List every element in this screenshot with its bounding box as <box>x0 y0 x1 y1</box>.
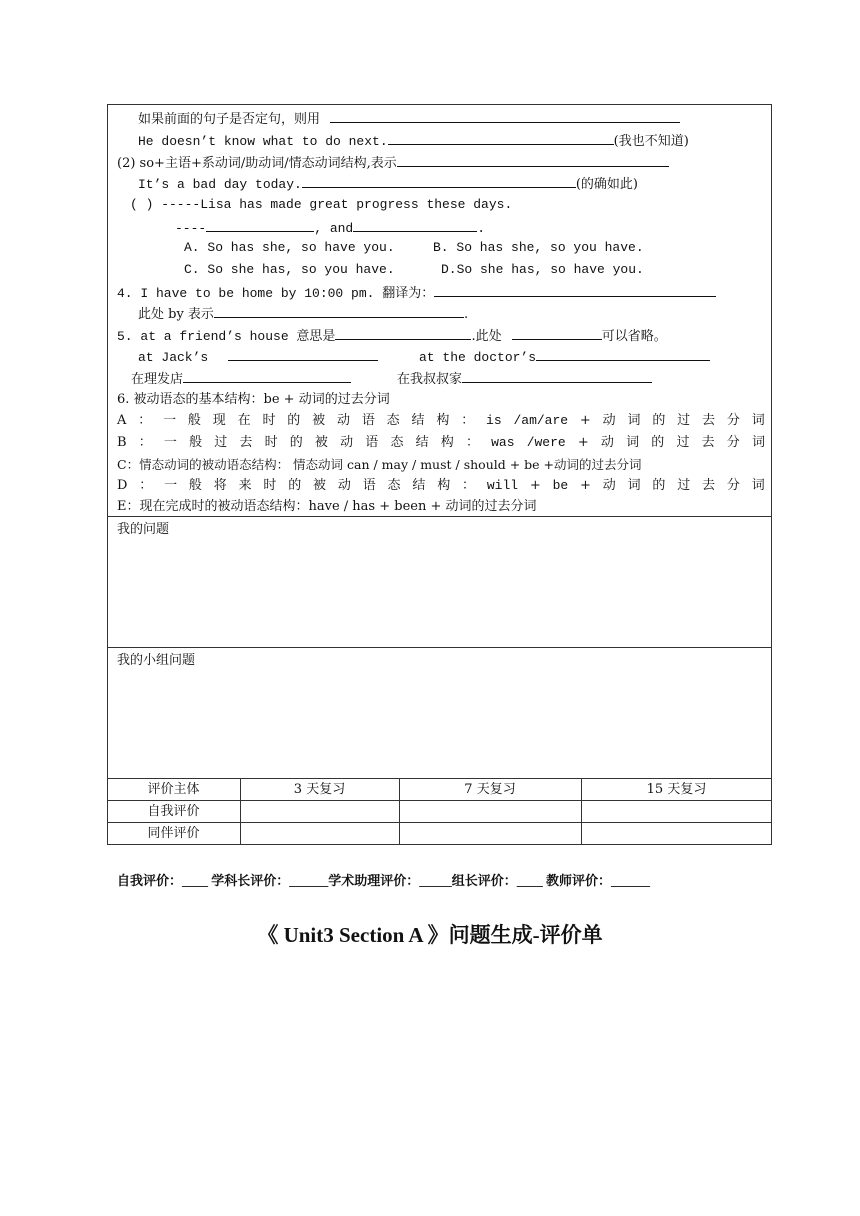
text: 去 <box>701 435 715 450</box>
blank-5[interactable] <box>206 217 314 232</box>
text: 结 <box>412 478 426 493</box>
divider-group <box>107 647 772 648</box>
table-row-peer: 同伴评价 <box>147 826 200 841</box>
text: 分 <box>726 435 740 450</box>
text: 在理发店 <box>131 372 184 387</box>
text: 我的问题 <box>117 522 170 537</box>
blank-9[interactable] <box>335 325 471 340</box>
text: 动 <box>340 435 354 450</box>
line-question <box>130 195 512 215</box>
text: 的 <box>289 435 303 450</box>
blank-8[interactable] <box>214 303 464 318</box>
text: 结 <box>411 413 425 428</box>
text: . <box>477 221 486 236</box>
text: ： <box>461 413 475 428</box>
line-jacks <box>138 346 378 368</box>
line-so-structure <box>117 152 669 174</box>
text: , and <box>314 221 354 236</box>
text: 构 <box>436 413 450 428</box>
my-questions-label <box>117 520 169 540</box>
passive-row-b <box>117 433 765 453</box>
text: 的 <box>651 435 665 450</box>
blank-14[interactable] <box>462 368 652 383</box>
text: 分 <box>726 413 740 428</box>
blank-6[interactable] <box>353 217 477 232</box>
text: 在 <box>237 413 251 428</box>
text: 时 <box>263 478 277 493</box>
text: 构 <box>440 435 454 450</box>
text: is <box>486 413 502 428</box>
text: 的 <box>288 478 302 493</box>
blank-13[interactable] <box>183 368 351 383</box>
text: 自我评价：____ 学科长评价：______学术助理评价：_____组长评价：____ 教师评价：______ <box>117 873 651 888</box>
text: 的 <box>652 413 666 428</box>
cell-peer-3day[interactable] <box>241 823 398 843</box>
text: 一 <box>164 478 178 493</box>
line-doctors <box>419 346 710 368</box>
text: 如果前面的句子是否定句，则用 <box>138 112 321 127</box>
text: 现 <box>212 413 226 428</box>
line-barber <box>131 368 351 390</box>
text: 在我叔叔家 <box>397 372 463 387</box>
text: ： <box>138 435 152 450</box>
text: D.So she has, so have you. <box>441 262 644 277</box>
option-a[interactable] <box>184 238 395 258</box>
text: at Jack’s <box>138 350 209 365</box>
text: .此处 <box>471 329 502 344</box>
text: It’s a bad day today. <box>138 177 302 192</box>
text: C：情态动词的被动语态结构： 情态动词 can / may / must / should + be +动词的过去分词 <box>117 457 642 472</box>
passive-row-a <box>117 411 765 431</box>
cell-self-3day[interactable] <box>241 801 398 821</box>
line-example-2 <box>138 173 638 195</box>
text: 动 <box>600 435 614 450</box>
passive-row-c <box>117 455 765 475</box>
line-uncle <box>397 368 652 390</box>
line-passive-title <box>117 390 390 410</box>
text: 一 <box>163 413 177 428</box>
text: 词 <box>627 413 641 428</box>
page-title <box>0 920 860 950</box>
text: 词 <box>627 478 641 493</box>
option-b[interactable] <box>433 238 644 258</box>
text: 此处 by 表示 <box>138 307 214 322</box>
blank-7[interactable] <box>434 282 716 297</box>
text: 一 <box>163 435 177 450</box>
text: 态 <box>386 413 400 428</box>
line-friends-house <box>117 325 667 347</box>
text: 去 <box>702 413 716 428</box>
text: 时 <box>264 435 278 450</box>
line-negative <box>138 108 680 130</box>
blank-1[interactable] <box>330 108 680 123</box>
text: + <box>529 478 541 493</box>
text: 动 <box>602 413 616 428</box>
text: 6. 被动语态的基本结构：be + 动词的过去分词 <box>117 392 390 407</box>
text: 来 <box>238 478 252 493</box>
cell-peer-7day[interactable] <box>400 823 580 843</box>
table-header-subject: 评价主体 <box>147 782 200 797</box>
text: C. So she has, so you have. <box>184 262 395 277</box>
text: 的 <box>287 413 301 428</box>
text: 词 <box>626 435 640 450</box>
text: E：现在完成时的被动语态结构：have / has + been + 动词的过去分词 <box>117 499 537 514</box>
text: 我的小组问题 <box>117 653 196 668</box>
text: B <box>117 435 127 450</box>
text: 动 <box>602 478 616 493</box>
text: 时 <box>262 413 276 428</box>
text: 词 <box>751 478 765 493</box>
passive-row-e <box>117 497 537 517</box>
ratings-line <box>117 871 650 891</box>
text: 词 <box>751 435 765 450</box>
text: 过 <box>677 413 691 428</box>
blank-10[interactable] <box>512 325 602 340</box>
table-row-self: 自我评价 <box>147 804 200 819</box>
cell-self-15day[interactable] <box>582 801 771 821</box>
text: 去 <box>702 478 716 493</box>
text: 将 <box>213 478 227 493</box>
text: . <box>463 307 469 322</box>
text: A <box>117 413 127 428</box>
text: 4. I have to be home by 10:00 pm. 翻译为： <box>117 286 435 301</box>
text: ： <box>465 435 479 450</box>
text: 被 <box>312 413 326 428</box>
text: 语 <box>361 413 375 428</box>
text: + <box>580 478 591 493</box>
text: D <box>117 478 128 493</box>
cell-self-7day[interactable] <box>400 801 580 821</box>
text: ： <box>138 413 152 428</box>
text: 般 <box>187 413 201 428</box>
line-translate <box>117 282 716 304</box>
my-questions-area[interactable] <box>108 540 771 646</box>
text: ： <box>462 478 476 493</box>
text: + <box>579 413 591 428</box>
text: A. So has she, so have you. <box>184 240 395 255</box>
option-d[interactable] <box>441 260 644 280</box>
text: 般 <box>188 478 202 493</box>
blank-3[interactable] <box>397 152 669 167</box>
text: was <box>491 435 515 450</box>
table-header-7day: 7 天复习 <box>464 782 516 797</box>
table-header-15day: 15 天复习 <box>646 782 707 797</box>
text: will <box>486 478 519 493</box>
blank-12[interactable] <box>536 346 710 361</box>
text: ( ) -----Lisa has made great progress these days. <box>130 197 513 212</box>
text: 分 <box>726 478 740 493</box>
cell-peer-15day[interactable] <box>582 823 771 843</box>
text: 过 <box>214 435 228 450</box>
text: 去 <box>239 435 253 450</box>
text: (我也不知道) <box>613 134 689 149</box>
group-questions-area[interactable] <box>108 671 771 777</box>
passive-row-d <box>117 476 765 496</box>
line-by-meaning <box>138 303 468 325</box>
line-answer-blanks <box>175 217 485 239</box>
text: at the doctor’s <box>419 350 537 365</box>
group-questions-label <box>117 651 195 671</box>
option-c[interactable] <box>184 260 395 280</box>
text: + <box>577 435 589 450</box>
blank-2[interactable] <box>388 130 614 145</box>
text: B. So has she, so you have. <box>433 240 644 255</box>
blank-4[interactable] <box>302 173 576 188</box>
text: 词 <box>751 413 765 428</box>
text: 5. at a friend’s house 意思是 <box>117 329 336 344</box>
text: /were <box>526 435 566 450</box>
text: 的 <box>652 478 666 493</box>
text: (2) so+主语+系动词/助动词/情态动词结构,表示 <box>117 156 397 171</box>
text: 态 <box>387 478 401 493</box>
text: 被 <box>314 435 328 450</box>
text: 可以省略。 <box>601 329 667 344</box>
text: be <box>552 478 569 493</box>
text: 《 Unit3 Section A 》问题生成-评价单 <box>257 923 603 947</box>
text: 过 <box>677 478 691 493</box>
text: 结 <box>415 435 429 450</box>
line-example-1 <box>138 130 689 152</box>
text: 被 <box>313 478 327 493</box>
text: He doesn’t know what to do next. <box>138 134 388 149</box>
text: ---- <box>175 221 207 236</box>
text: 态 <box>390 435 404 450</box>
text: /am/are <box>513 413 569 428</box>
text: (的确如此) <box>575 177 638 192</box>
text: ： <box>139 478 153 493</box>
table-header-3day: 3 天复习 <box>293 782 346 797</box>
text: 过 <box>676 435 690 450</box>
text: 动 <box>336 413 350 428</box>
blank-11[interactable] <box>228 346 378 361</box>
text: 般 <box>189 435 203 450</box>
text: 语 <box>365 435 379 450</box>
text: 构 <box>437 478 451 493</box>
text: 语 <box>362 478 376 493</box>
text: 动 <box>337 478 351 493</box>
